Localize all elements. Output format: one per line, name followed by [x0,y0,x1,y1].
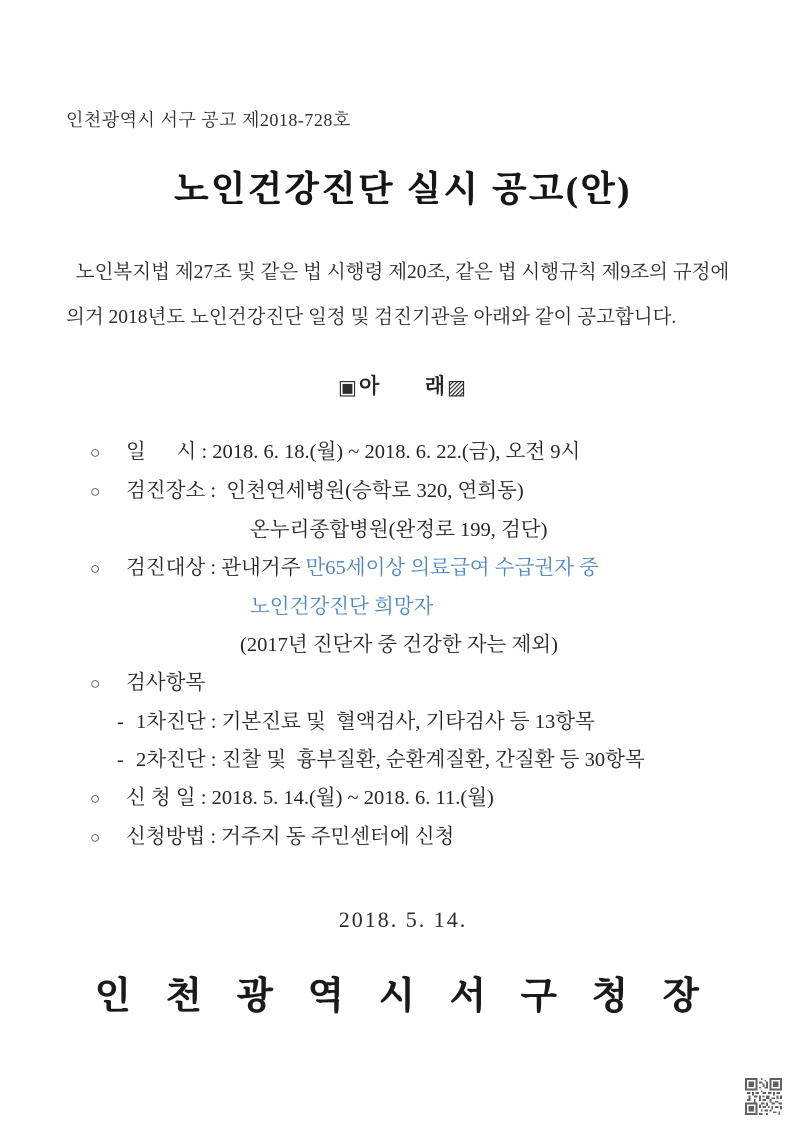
exam2-text: 2차진단 : 진찰 및 흉부질환, 순환계질환, 간질환 등 30항목 [136,749,645,771]
exam1-text: 1차진단 : 기본진료 및 혈액검사, 기타검사 등 13항목 [136,711,595,733]
dash-bullet-icon: - [117,711,124,733]
target-note-text: (2017년 진단자 중 건강한 자는 제외) [240,634,558,656]
hatched-square-icon: ▨ [447,377,468,399]
list-item-exam-2 [90,741,740,779]
target-highlight-text-2: 노인건강진단 희망자 [250,596,434,618]
list-item-target [90,549,740,588]
target-prefix-text: 검진대상 : 관내거주 [126,557,306,579]
page-title: 노인건강진단 실시 공고(안) [174,170,632,209]
circle-bullet-icon: ○ [90,443,101,462]
list-item-location-cont [90,511,740,549]
schedule-text: 일 시 : 2018. 6. 18.(월) ~ 2018. 6. 22.(금), 오전 9시 [126,441,581,463]
circle-bullet-icon: ○ [90,674,101,693]
location2-text: 온누리종합병원(완정로 199, 검단) [250,519,548,541]
intro-line-2: 의거 2018년도 노인건강진단 일정 및 검진기관을 아래와 같이 공고합니다. [66,307,677,328]
list-item-apply-method [90,818,740,857]
qr-code [745,1078,782,1115]
filled-square-icon: ▣ [338,377,359,399]
list-item-exam-1 [90,703,740,741]
target-highlight-text: 만65세이상 의료급여 수급권자 중 [305,557,599,579]
below-heading [66,370,740,400]
list-item-location [90,472,740,511]
list-item-apply-date [90,779,740,818]
below-heading-label: 아 래 [358,374,448,398]
location-text: 검진장소 : 인천연세병원(승학로 320, 연희동) [126,480,524,502]
doc-number: 인천광역시 서구 공고 제2018-728호 [66,110,351,130]
apply-date-text: 신 청 일 : 2018. 5. 14.(월) ~ 2018. 6. 11.(월) [126,787,494,809]
list-item-exam [90,664,740,703]
circle-bullet-icon: ○ [90,559,101,578]
publication-date: 2018. 5. 14. [338,907,468,932]
notice-item-list [66,433,740,857]
list-item-target-note [90,626,740,664]
issuer-signature: 인 천 광 역 시 서 구 청 장 [94,976,712,1017]
circle-bullet-icon: ○ [90,828,101,847]
circle-bullet-icon: ○ [90,789,101,808]
list-item-target-cont [90,588,740,626]
dash-bullet-icon: - [117,749,124,771]
list-item-schedule [90,433,740,472]
intro-line-1: 노인복지법 제27조 및 같은 법 시행령 제20조, 같은 법 시행규칙 제9조의 규정에 [66,262,730,283]
intro-paragraph [66,250,740,340]
exam-label-text: 검사항목 [126,672,206,694]
circle-bullet-icon: ○ [90,482,101,501]
apply-method-text: 신청방법 : 거주지 동 주민센터에 신청 [126,826,455,848]
